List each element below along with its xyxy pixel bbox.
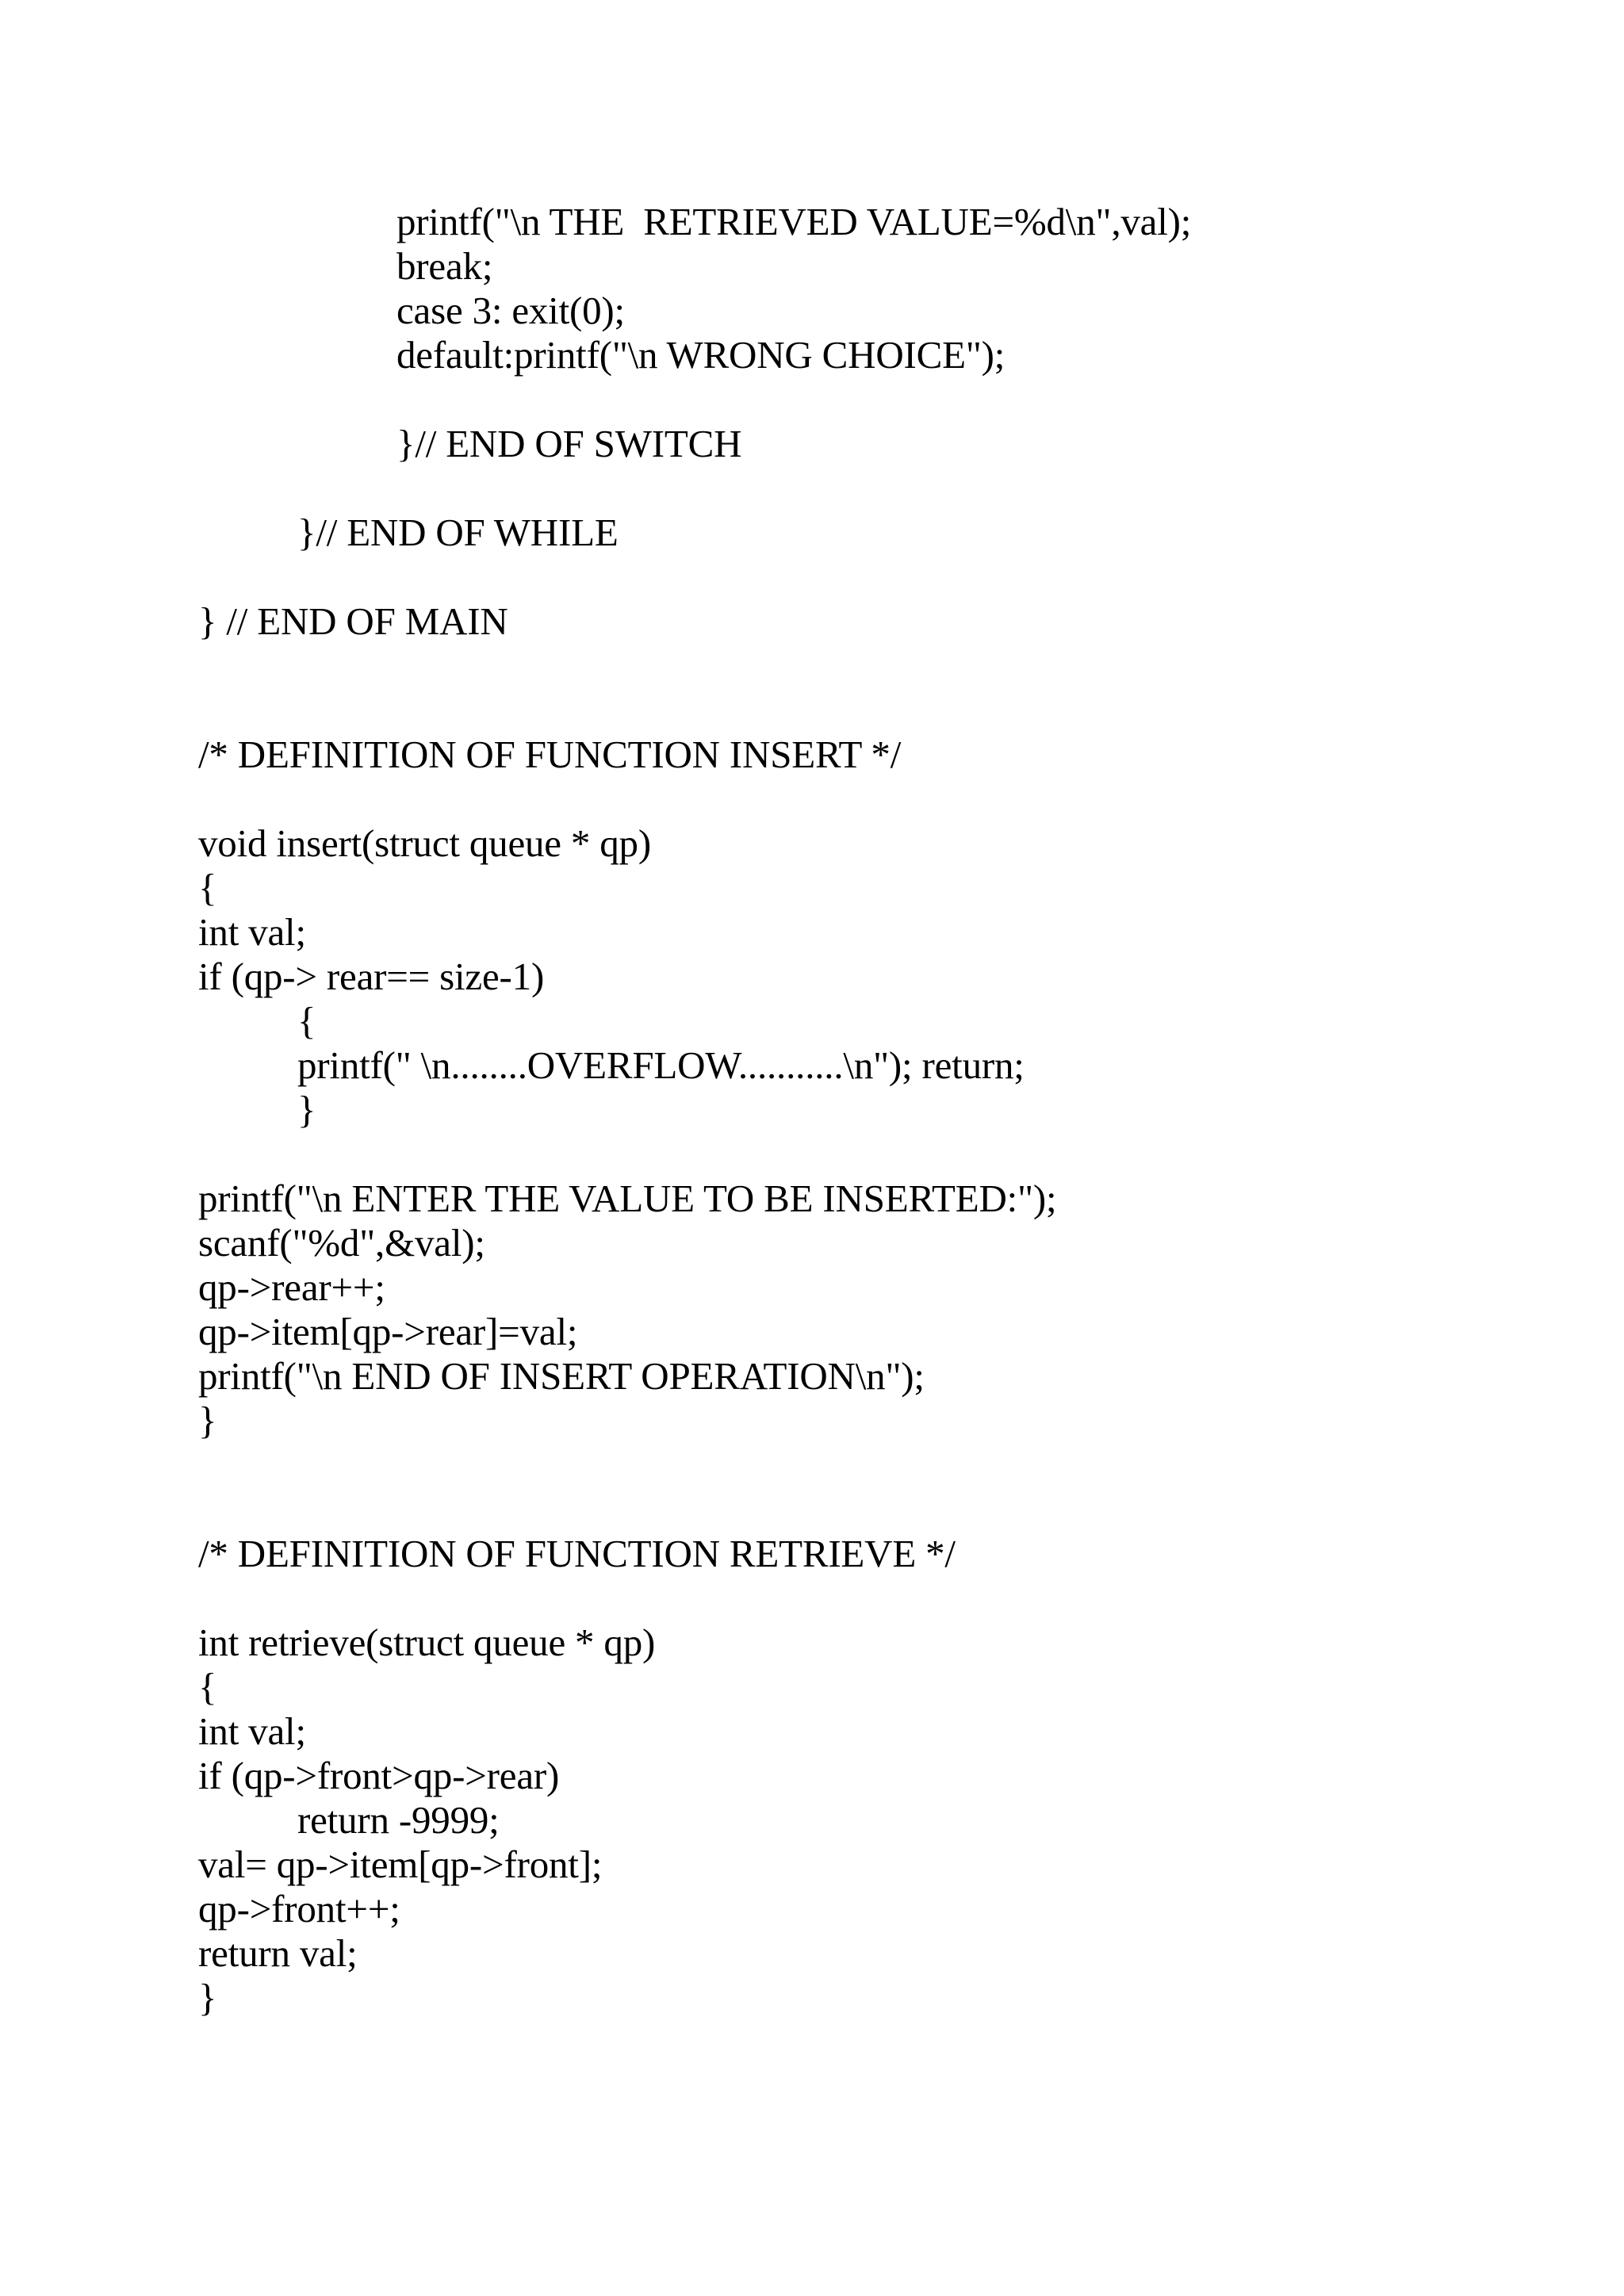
code-line: } [198,1399,217,1442]
code-line: printf(" \n........OVERFLOW...........\n"); return; [297,1043,1025,1087]
code-line: qp->rear++; [198,1265,385,1309]
code-line: int val; [198,1709,306,1753]
code-line: int val; [198,910,306,954]
section-comment: /* DEFINITION OF FUNCTION RETRIEVE */ [198,1532,956,1575]
code-line: void insert(struct queue * qp) [198,821,651,865]
code-line: { [297,999,316,1043]
code-line: qp->item[qp->rear]=val; [198,1310,578,1353]
code-line: { [198,866,217,909]
code-line: printf("\n THE RETRIEVED VALUE=%d\n",val); [396,200,1192,243]
code-line: case 3: exit(0); [396,289,625,332]
code-line: qp->front++; [198,1887,400,1931]
code-line: return -9999; [297,1798,500,1842]
section-comment: /* DEFINITION OF FUNCTION INSERT */ [198,733,902,776]
code-line: val= qp->item[qp->front]; [198,1843,603,1886]
code-line: scanf("%d",&val); [198,1221,485,1265]
code-line: if (qp-> rear== size-1) [198,955,545,998]
code-line: break; [396,244,493,288]
code-line: } [297,1088,316,1131]
code-line: }// END OF SWITCH [396,422,742,465]
code-line: }// END OF WHILE [297,511,619,554]
code-line: if (qp->front>qp->rear) [198,1754,560,1797]
code-line: default:printf("\n WRONG CHOICE"); [396,333,1005,377]
code-line: { [198,1665,217,1709]
code-line: printf("\n END OF INSERT OPERATION\n"); [198,1354,925,1398]
code-line: } [198,1976,217,2019]
code-line: return val; [198,1931,358,1975]
code-line: printf("\n ENTER THE VALUE TO BE INSERTED:"); [198,1177,1057,1220]
code-line: } // END OF MAIN [198,599,508,643]
code-line: int retrieve(struct queue * qp) [198,1621,656,1664]
